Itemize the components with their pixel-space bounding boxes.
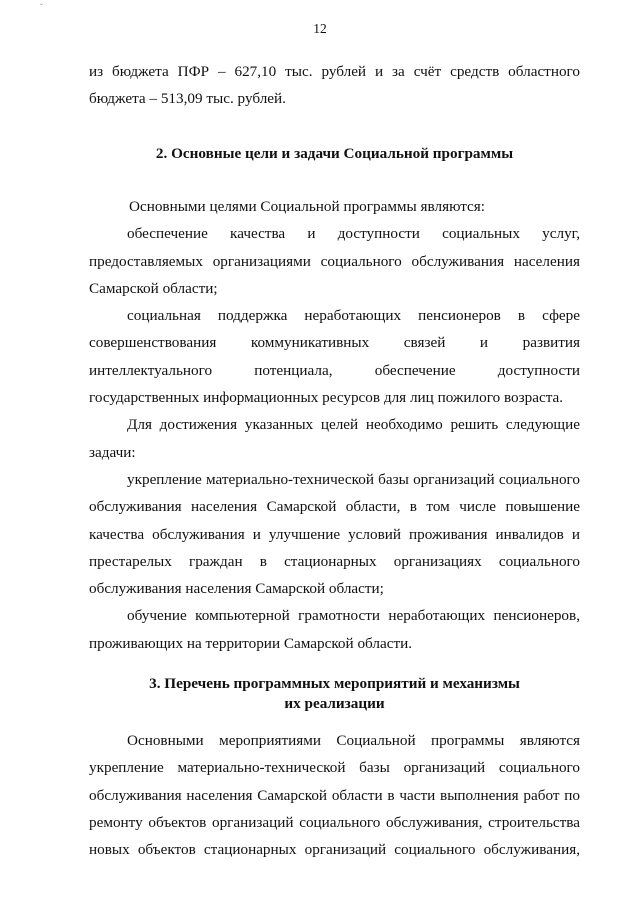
section-3-line: обслуживания населения Самарской области в части выполнения работ по bbox=[89, 786, 580, 804]
section-3-heading-line: 3. Перечень программных мероприятий и механизмы bbox=[149, 675, 520, 692]
section-3-heading-line: их реализации bbox=[284, 695, 385, 712]
goal-2-line: государственных информационных ресурсов для лиц пожилого возраста. bbox=[89, 389, 564, 407]
section-3-line: новых объектов стационарных организаций социального обслуживания, bbox=[89, 841, 580, 859]
task-2-line: проживающих на территории Самарской области. bbox=[89, 634, 413, 652]
text-line: из бюджета ПФР – 627,10 тыс. рублей и за счёт средств областного bbox=[89, 63, 580, 80]
goals-intro: Основными целями Социальной программы являются: bbox=[129, 198, 485, 215]
page-number: 12 bbox=[313, 21, 327, 36]
task-2-line: обучение компьютерной грамотности неработающих пенсионеров, bbox=[127, 607, 580, 625]
task-1-line: обслуживания населения Самарской области, в том числе повышение bbox=[89, 498, 580, 516]
goal-2-line: социальная поддержка неработающих пенсионеров в сфере bbox=[127, 307, 580, 325]
tasks-intro-line: Для достижения указанных целей необходимо решить следующие bbox=[127, 416, 580, 434]
task-1-line: укрепление материально-технической базы организаций социального bbox=[127, 470, 580, 488]
scan-mark: ˇ bbox=[40, 2, 43, 12]
section-3-line: Основными мероприятиями Социальной программы являются bbox=[127, 732, 580, 749]
tasks-intro-line: задачи: bbox=[89, 443, 136, 461]
goal-1-line: предоставляемых организациями социального обслуживания населения bbox=[89, 252, 580, 270]
goal-2-line: интеллектуального потенциала, обеспечение доступности bbox=[89, 361, 580, 379]
task-1-line: престарелых граждан в стационарных организациях социального bbox=[89, 552, 580, 570]
section-2-heading: 2. Основные цели и задачи Социальной программы bbox=[155, 145, 514, 162]
task-1-line: качества обслуживания и улучшение условий проживания инвалидов и bbox=[89, 525, 580, 543]
text-line: бюджета – 513,09 тыс. рублей. bbox=[89, 90, 286, 108]
goal-1-line: Самарской области; bbox=[89, 279, 218, 297]
section-3-body bbox=[89, 727, 580, 863]
task-1-line: обслуживания населения Самарской области; bbox=[89, 580, 384, 598]
section-2-body bbox=[89, 193, 580, 657]
section-3-line: укрепление материально-технической базы организаций социального bbox=[89, 759, 580, 777]
goal-2-line: совершенствования коммуникативных связей и развития bbox=[89, 334, 580, 352]
section-3-heading bbox=[89, 674, 580, 714]
goal-1-line: обеспечение качества и доступности социальных услуг, bbox=[127, 225, 580, 243]
section-3-line: ремонту объектов организаций социального обслуживания, строительства bbox=[89, 813, 580, 831]
intro-paragraph bbox=[89, 58, 580, 113]
